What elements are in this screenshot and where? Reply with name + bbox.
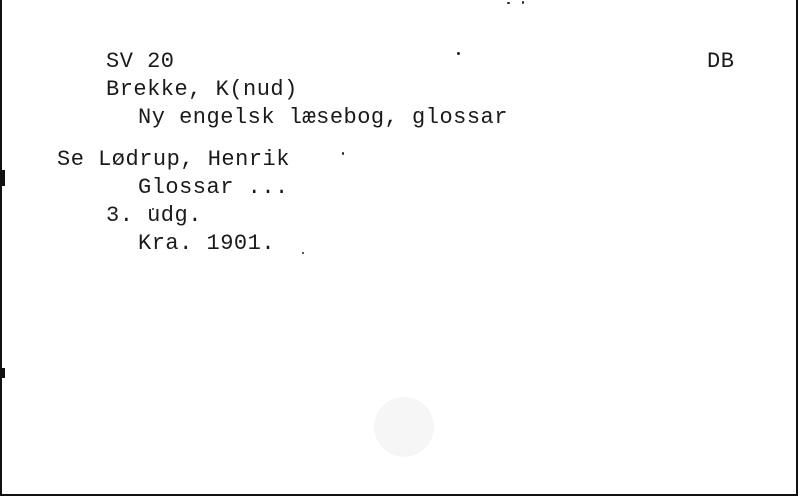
author-heading: Brekke, K(nud) [106,77,298,102]
ink-speck [522,1,524,4]
location-code: DB [707,49,735,74]
edition: 3. udg. [106,203,202,228]
reference-title: Glossar ... [138,175,289,200]
title-line: Ny engelsk læsebog, glossar [138,105,508,130]
paper-stain [374,397,434,457]
see-reference: Se Lødrup, Henrik [57,147,290,172]
call-number: SV 20 [106,49,175,74]
edge-mark [2,368,5,378]
imprint: Kra. 1901. [138,231,276,256]
ink-speck [507,2,510,4]
ink-speck [302,252,304,254]
ink-speck [457,52,460,55]
edge-mark [2,170,5,186]
ink-speck [342,152,344,155]
